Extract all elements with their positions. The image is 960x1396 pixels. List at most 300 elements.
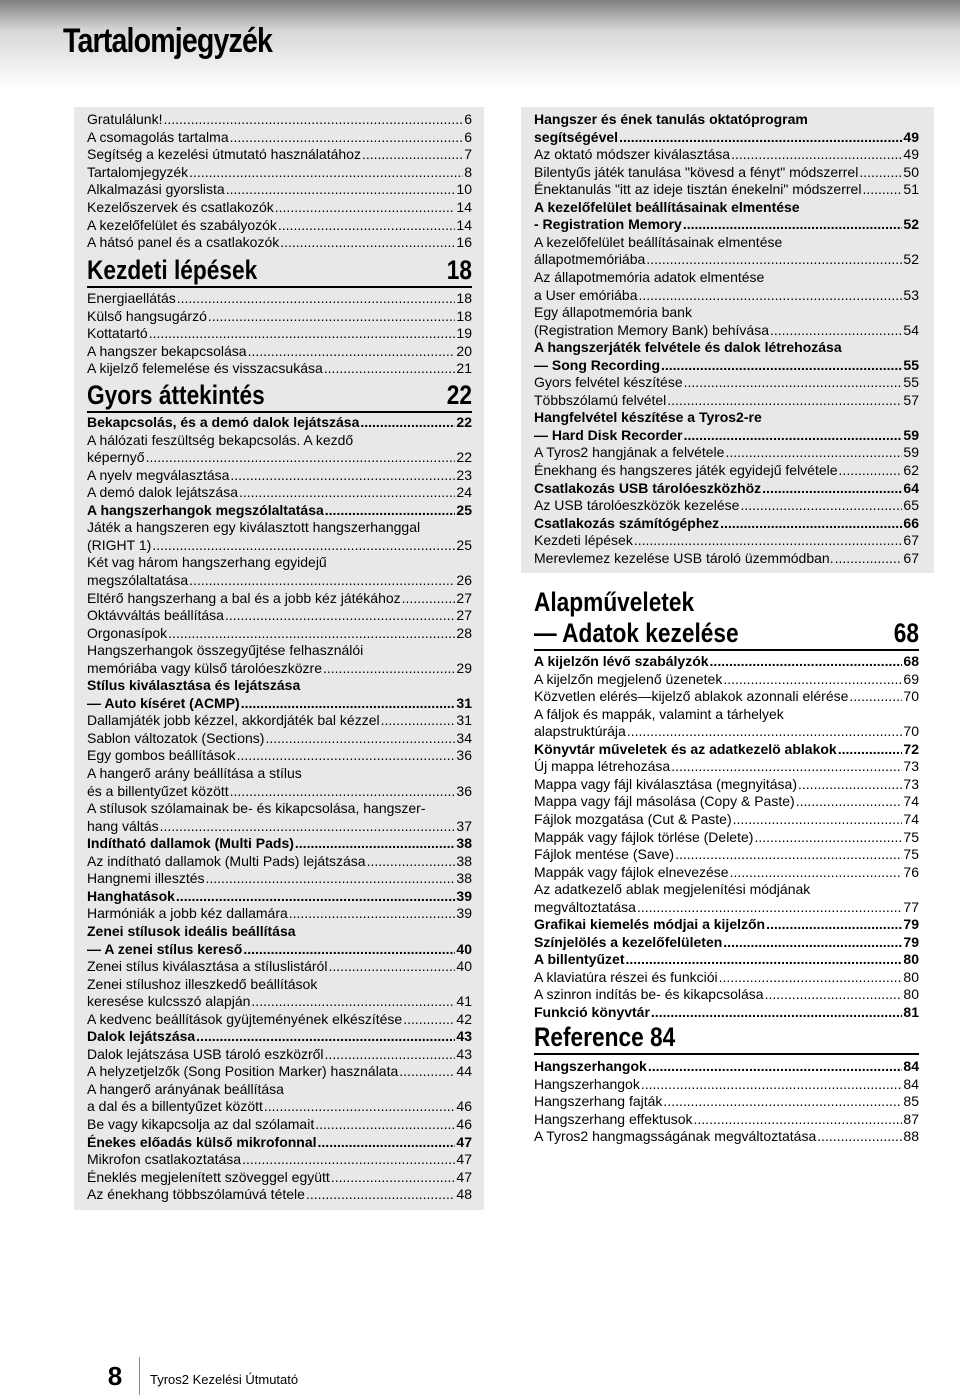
toc-entry-title: Énektanulás "itt az ideje tisztán énekelni" módszerrel bbox=[534, 181, 862, 198]
toc-entry-page: 80 bbox=[903, 951, 919, 968]
section-title: Gyors áttekintés bbox=[87, 380, 265, 410]
toc-entry-title: Az indítható dallamok (Multi Pads) lejátszása bbox=[87, 852, 366, 869]
leader-dots bbox=[762, 480, 902, 497]
toc-entry[interactable] bbox=[534, 251, 919, 268]
toc-entry[interactable] bbox=[87, 1081, 472, 1098]
toc-entry-title: A hálózati feszültség bekapcsolás. A kezdő bbox=[87, 431, 354, 448]
leader-dots bbox=[146, 449, 456, 466]
toc-entry-page: 67 bbox=[903, 549, 919, 566]
leader-dots bbox=[325, 502, 456, 519]
toc-entry-title: Funkció könyvtár bbox=[534, 1004, 650, 1020]
toc-entry-page: 47 bbox=[456, 1133, 472, 1150]
leader-dots bbox=[725, 444, 902, 461]
toc-entry-page: 34 bbox=[456, 729, 472, 746]
toc-entry[interactable] bbox=[534, 304, 919, 321]
toc-entry[interactable] bbox=[87, 111, 472, 128]
leader-dots bbox=[163, 111, 463, 128]
toc-entry-page: 84 bbox=[903, 1058, 919, 1074]
footer-text: Tyros2 Kezelési Útmutató bbox=[150, 1372, 299, 1387]
leader-dots bbox=[243, 941, 455, 958]
toc-entry[interactable] bbox=[534, 234, 919, 251]
leader-dots bbox=[766, 916, 902, 933]
leader-dots bbox=[754, 829, 902, 846]
toc-entry[interactable] bbox=[534, 339, 919, 356]
toc-entry-title: Tartalomjegyzék bbox=[87, 163, 189, 180]
toc-entry-page: 55 bbox=[903, 374, 919, 391]
toc-entry[interactable] bbox=[87, 590, 472, 607]
toc-entry[interactable] bbox=[87, 800, 472, 817]
leader-dots bbox=[315, 1116, 455, 1133]
toc-entry[interactable] bbox=[534, 1076, 919, 1093]
toc-entry[interactable] bbox=[534, 392, 919, 409]
leader-dots bbox=[367, 853, 456, 870]
leader-dots bbox=[740, 497, 902, 514]
leader-dots bbox=[251, 993, 455, 1010]
leader-dots bbox=[835, 550, 903, 567]
toc-entry-page: 39 bbox=[456, 905, 472, 922]
toc-entry[interactable] bbox=[87, 1116, 472, 1133]
toc-entry[interactable] bbox=[534, 723, 919, 740]
toc-entry[interactable] bbox=[87, 1169, 472, 1186]
leader-dots bbox=[694, 1111, 903, 1128]
toc-entry[interactable] bbox=[87, 783, 472, 800]
toc-entry-title: segítségével bbox=[534, 128, 619, 145]
toc-entry-page: 43 bbox=[456, 1028, 472, 1045]
toc-entry[interactable] bbox=[534, 216, 919, 233]
toc-entry-page: 59 bbox=[903, 444, 919, 461]
leader-dots bbox=[634, 532, 903, 549]
toc-entry[interactable] bbox=[534, 776, 919, 793]
toc-entry[interactable] bbox=[534, 1058, 919, 1075]
toc-entry-title: Dalok lejátszása bbox=[87, 1028, 196, 1045]
toc-entry-title: és a billentyűzet között bbox=[87, 782, 229, 799]
toc-entry-title: Csatlakozás USB tárolóeszközhöz bbox=[534, 479, 762, 496]
leader-dots bbox=[720, 515, 902, 532]
leader-dots bbox=[859, 164, 902, 181]
toc-entry-title: Zenei stílusok ideális beállítása bbox=[87, 922, 296, 939]
leader-dots bbox=[651, 1004, 903, 1021]
toc-entry[interactable] bbox=[534, 811, 919, 828]
toc-entry-page: 20 bbox=[456, 342, 472, 359]
toc-entry-title: Énekhang és hangszeres játék egyidejű felvétele bbox=[534, 462, 838, 478]
toc-entry-title: A kijelzőn lévő szabályzók bbox=[534, 653, 709, 669]
toc-entry-title: megváltoztatása bbox=[534, 898, 636, 915]
toc-entry[interactable] bbox=[87, 1186, 472, 1203]
toc-entry-title: Közvetlen elérés—kijelző ablakok azonnali elérése bbox=[534, 688, 849, 705]
toc-entry-page: 41 bbox=[456, 993, 472, 1010]
section-page: 68 bbox=[893, 618, 919, 648]
toc-entry[interactable] bbox=[87, 181, 472, 198]
toc-entry-title: Fájlok mentése (Save) bbox=[534, 846, 675, 863]
leader-dots bbox=[862, 181, 902, 198]
section-rule bbox=[534, 1053, 919, 1055]
toc-entry[interactable] bbox=[87, 712, 472, 729]
toc-entry[interactable] bbox=[534, 916, 919, 933]
toc-entry-title: Mikrofon csatlakoztatása bbox=[87, 1151, 242, 1168]
toc-entry[interactable] bbox=[534, 427, 919, 444]
leader-dots bbox=[684, 374, 903, 391]
toc-entry[interactable] bbox=[87, 537, 472, 554]
toc-entry[interactable] bbox=[534, 951, 919, 968]
toc-entry[interactable] bbox=[534, 969, 919, 986]
leader-dots bbox=[849, 688, 902, 705]
toc-entry[interactable] bbox=[534, 515, 919, 532]
toc-entry-page: 28 bbox=[456, 624, 472, 641]
leader-dots bbox=[719, 969, 903, 986]
toc-entry[interactable] bbox=[534, 1093, 919, 1110]
toc-entry[interactable] bbox=[534, 793, 919, 810]
leader-dots bbox=[838, 741, 903, 758]
toc-entry[interactable] bbox=[534, 480, 919, 497]
toc-entry[interactable] bbox=[87, 1028, 472, 1045]
leader-dots bbox=[177, 290, 456, 307]
leader-dots bbox=[208, 308, 456, 325]
toc-entry[interactable] bbox=[87, 519, 472, 536]
toc-entry[interactable] bbox=[87, 923, 472, 940]
toc-entry[interactable] bbox=[534, 164, 919, 181]
toc-entry-title: A nyelv megválasztása bbox=[87, 466, 230, 483]
toc-entry[interactable] bbox=[87, 870, 472, 887]
toc-entry[interactable] bbox=[87, 502, 472, 519]
toc-entry[interactable] bbox=[534, 462, 919, 479]
page-number: 8 bbox=[91, 1357, 140, 1395]
toc-entry-page: 65 bbox=[903, 497, 919, 514]
toc-entry-page: 26 bbox=[456, 571, 472, 588]
leader-dots bbox=[237, 747, 456, 764]
toc-entry[interactable] bbox=[534, 986, 919, 1003]
toc-entry[interactable] bbox=[87, 554, 472, 571]
toc-entry-title: Dalok lejátszása USB tároló eszközről bbox=[87, 1045, 324, 1062]
leader-dots bbox=[248, 343, 456, 360]
toc-entry-page: 46 bbox=[456, 1116, 472, 1132]
leader-dots bbox=[176, 888, 456, 905]
leader-dots bbox=[627, 723, 903, 740]
leader-dots bbox=[661, 357, 902, 374]
toc-entry-title: A szinron indítás be- és kikapcsolása bbox=[534, 986, 764, 1003]
leader-dots bbox=[360, 414, 455, 431]
leader-dots bbox=[331, 1169, 456, 1186]
leader-dots bbox=[399, 1063, 455, 1080]
toc-entry[interactable] bbox=[534, 846, 919, 863]
leader-dots bbox=[684, 427, 903, 444]
toc-entry[interactable] bbox=[87, 360, 472, 377]
leader-dots bbox=[275, 199, 456, 216]
toc-entry-title: Segítség a kezelési útmutató használatához bbox=[87, 146, 361, 163]
leader-dots bbox=[206, 870, 456, 887]
toc-entry[interactable] bbox=[87, 1063, 472, 1080]
toc-entry-page: 44 bbox=[456, 1063, 472, 1080]
toc-entry-title: Hangszerhang effektusok bbox=[534, 1110, 693, 1127]
toc-entry[interactable] bbox=[534, 550, 919, 567]
toc-entry-title: Egy állapotmemória bank bbox=[534, 304, 692, 321]
toc-entry[interactable] bbox=[87, 607, 472, 624]
toc-entry-title: Mappák vagy fájlok törlése (Delete) bbox=[534, 828, 754, 845]
toc-entry[interactable] bbox=[87, 129, 472, 146]
toc-entry-page: 6 bbox=[464, 128, 472, 145]
page-title: Tartalomjegyzék bbox=[63, 22, 273, 60]
toc-entry-page: 79 bbox=[903, 933, 919, 950]
toc-entry[interactable] bbox=[87, 905, 472, 922]
toc-entry-page: 48 bbox=[456, 1186, 472, 1203]
toc-entry-page: 23 bbox=[456, 466, 472, 483]
toc-entry-title: Egy gombos beállítások bbox=[87, 747, 236, 764]
toc-entry[interactable] bbox=[534, 322, 919, 339]
toc-entry-page: 6 bbox=[464, 111, 472, 127]
toc-entry[interactable] bbox=[87, 343, 472, 360]
toc-entry[interactable] bbox=[87, 853, 472, 870]
leader-dots bbox=[770, 322, 902, 339]
toc-entry[interactable] bbox=[534, 146, 919, 163]
toc-entry-page: 57 bbox=[903, 391, 919, 408]
leader-dots bbox=[189, 572, 455, 589]
leader-dots bbox=[239, 484, 455, 501]
toc-entry-title: a dal és a billentyűzet között bbox=[87, 1098, 263, 1115]
toc-entry[interactable] bbox=[87, 958, 472, 975]
leader-dots bbox=[160, 818, 456, 835]
toc-entry-title: Hangszerhangok összegyűjtése felhasználói bbox=[87, 642, 364, 659]
leader-dots bbox=[710, 653, 903, 670]
toc-entry-title: hang váltás bbox=[87, 817, 159, 834]
toc-entry[interactable] bbox=[87, 234, 472, 251]
toc-entry-title: Sablon változatok (Sections) bbox=[87, 729, 265, 746]
toc-entry-page: 24 bbox=[456, 484, 472, 501]
leader-dots bbox=[723, 934, 902, 951]
toc-entry-page: 14 bbox=[456, 216, 472, 233]
toc-entry[interactable] bbox=[87, 484, 472, 501]
section-adatok-kezelese[interactable] bbox=[534, 618, 919, 649]
toc-entry[interactable] bbox=[534, 497, 919, 514]
toc-entry-page: 27 bbox=[456, 589, 472, 606]
section-kezdeti-lepesek[interactable] bbox=[87, 255, 472, 286]
toc-entry[interactable] bbox=[87, 572, 472, 589]
toc-entry[interactable] bbox=[534, 111, 919, 128]
toc-entry[interactable] bbox=[87, 625, 472, 642]
leader-dots bbox=[723, 671, 902, 688]
toc-entry[interactable] bbox=[87, 146, 472, 163]
toc-entry[interactable] bbox=[534, 1004, 919, 1021]
toc-entry-page: 14 bbox=[456, 199, 472, 215]
toc-entry-page: 27 bbox=[456, 607, 472, 624]
toc-entry[interactable] bbox=[534, 1128, 919, 1145]
leader-dots bbox=[225, 607, 455, 624]
toc-entry-title: Külső hangsugárzó bbox=[87, 307, 207, 324]
toc-entry[interactable] bbox=[87, 325, 472, 342]
toc-entry-title: Gratulálunk! bbox=[87, 111, 163, 127]
leader-dots bbox=[626, 951, 903, 968]
toc-entry[interactable] bbox=[87, 1011, 472, 1028]
toc-entry[interactable] bbox=[87, 1151, 472, 1168]
toc-entry[interactable] bbox=[534, 444, 919, 461]
toc-entry[interactable] bbox=[87, 747, 472, 764]
toc-entry-page: 49 bbox=[903, 128, 919, 145]
toc-entry-title: Harmóniák a jobb kéz dallamára bbox=[87, 905, 288, 922]
toc-entry-title: Oktávváltás beállítása bbox=[87, 607, 224, 624]
leader-dots bbox=[280, 234, 455, 251]
toc-entry-title: A Tyros2 hangmagsságának megváltoztatása bbox=[534, 1128, 817, 1145]
leader-dots bbox=[226, 181, 456, 198]
leader-dots bbox=[731, 146, 902, 163]
toc-entry-page: 39 bbox=[456, 887, 472, 904]
toc-entry[interactable] bbox=[534, 829, 919, 846]
toc-entry-page: 87 bbox=[903, 1110, 919, 1127]
toc-entry[interactable] bbox=[87, 290, 472, 307]
toc-entry-page: 40 bbox=[456, 940, 472, 957]
leader-dots bbox=[798, 776, 902, 793]
toc-entry-title: Kezelőszervek és csatlakozók bbox=[87, 199, 274, 215]
toc-entry-title: — Song Recording bbox=[534, 356, 660, 373]
toc-entry-title: - Registration Memory bbox=[534, 216, 682, 233]
toc-entry-title: Éneklés megjelenített szöveggel együtt bbox=[87, 1168, 330, 1185]
leader-dots bbox=[663, 1093, 902, 1110]
toc-entry[interactable] bbox=[534, 181, 919, 198]
leader-dots bbox=[675, 846, 902, 863]
toc-entry-title: A csomagolás tartalma bbox=[87, 128, 229, 145]
toc-entry-page: 36 bbox=[456, 782, 472, 799]
toc-entry-title: A kezelőfelület és szabályozók bbox=[87, 216, 277, 233]
toc-entry[interactable] bbox=[87, 467, 472, 484]
toc-entry-page: 74 bbox=[903, 810, 919, 827]
toc-entry[interactable] bbox=[87, 695, 472, 712]
leader-dots bbox=[264, 1098, 456, 1115]
toc-entry[interactable] bbox=[534, 758, 919, 775]
toc-entry-page: 74 bbox=[903, 793, 919, 810]
toc-entry[interactable] bbox=[534, 287, 919, 304]
section-alapmuveletek[interactable] bbox=[534, 587, 919, 618]
toc-entry-title: memóriába vagy külső tárolóeszközre bbox=[87, 659, 322, 676]
toc-entry[interactable] bbox=[534, 899, 919, 916]
toc-entry[interactable] bbox=[534, 409, 919, 426]
toc-entry[interactable] bbox=[87, 765, 472, 782]
toc-entry[interactable] bbox=[87, 217, 472, 234]
toc-entry[interactable] bbox=[87, 941, 472, 958]
toc-entry[interactable] bbox=[534, 129, 919, 146]
toc-entry[interactable] bbox=[534, 374, 919, 391]
leader-dots bbox=[328, 958, 455, 975]
toc-entry[interactable] bbox=[534, 653, 919, 670]
toc-entry[interactable] bbox=[87, 677, 472, 694]
toc-entry[interactable] bbox=[87, 164, 472, 181]
toc-entry-page: 62 bbox=[903, 462, 919, 478]
toc-entry-page: 84 bbox=[903, 1075, 919, 1092]
toc-entry-page: 88 bbox=[903, 1128, 919, 1145]
toc-entry[interactable] bbox=[87, 642, 472, 659]
toc-entry[interactable] bbox=[534, 269, 919, 286]
leader-dots bbox=[733, 811, 903, 828]
leader-dots bbox=[152, 537, 455, 554]
section-page: 18 bbox=[446, 255, 472, 285]
toc-entry-title: Két vag három hangszerhang egyidejű bbox=[87, 554, 327, 571]
toc-entry-page: 16 bbox=[456, 234, 472, 251]
leader-dots bbox=[817, 1128, 902, 1145]
section-gyors-attekintes[interactable] bbox=[87, 380, 472, 411]
toc-entry-page: 31 bbox=[456, 694, 472, 711]
toc-entry[interactable] bbox=[534, 864, 919, 881]
toc-entry-title: Az oktató módszer kiválasztása bbox=[534, 146, 731, 163]
toc-entry-title: állapotmemóriába bbox=[534, 251, 646, 268]
toc-entry[interactable] bbox=[534, 357, 919, 374]
toc-entry[interactable] bbox=[87, 1098, 472, 1115]
toc-entry[interactable] bbox=[534, 881, 919, 898]
toc-entry[interactable] bbox=[87, 818, 472, 835]
leader-dots bbox=[241, 695, 456, 712]
toc-entry-title: Hangszerhangok bbox=[534, 1075, 640, 1092]
toc-entry-title: A hátsó panel és a csatlakozók bbox=[87, 234, 280, 251]
toc-entry[interactable] bbox=[87, 414, 472, 431]
toc-entry[interactable] bbox=[87, 888, 472, 905]
toc-entry[interactable] bbox=[87, 449, 472, 466]
toc-entry-page: 80 bbox=[903, 968, 919, 985]
toc-entry-page: 80 bbox=[903, 986, 919, 1003]
leader-dots bbox=[189, 164, 463, 181]
toc-entry-title: A helyzetjelzők (Song Position Marker) használata bbox=[87, 1063, 399, 1080]
leader-dots bbox=[730, 864, 903, 881]
section-reference[interactable] bbox=[534, 1022, 919, 1053]
toc-entry-page: 68 bbox=[903, 653, 919, 669]
toc-entry[interactable] bbox=[534, 199, 919, 216]
toc-entry-title: A hangerő arányának beállítása bbox=[87, 1080, 284, 1097]
toc-entry[interactable] bbox=[87, 199, 472, 216]
leader-dots bbox=[648, 1058, 903, 1075]
toc-entry-title: Bilentyűs játék tanulása "kövesd a fényt" módszerrel bbox=[534, 163, 859, 180]
toc-entry[interactable] bbox=[534, 532, 919, 549]
section-page: 22 bbox=[446, 380, 472, 410]
toc-entry-title: Mappa vagy fájl kiválasztása (megnyitása) bbox=[534, 775, 798, 792]
toc-entry-title: Stílus kiválasztása és lejátszása bbox=[87, 677, 301, 694]
toc-entry-page: 49 bbox=[903, 146, 919, 163]
leader-dots bbox=[230, 129, 464, 146]
toc-entry-title: — Hard Disk Recorder bbox=[534, 426, 683, 443]
toc-entry[interactable] bbox=[87, 730, 472, 747]
toc-entry[interactable] bbox=[87, 976, 472, 993]
toc-entry[interactable] bbox=[534, 1111, 919, 1128]
toc-entry[interactable] bbox=[534, 688, 919, 705]
toc-entry-title: Az állapotmemória adatok elmentése bbox=[534, 268, 765, 285]
toc-entry-page: 66 bbox=[903, 514, 919, 531]
toc-entry-title: Kottatartó bbox=[87, 325, 148, 342]
toc-entry[interactable] bbox=[534, 671, 919, 688]
toc-entry-page: 75 bbox=[903, 846, 919, 863]
toc-entry[interactable] bbox=[87, 660, 472, 677]
toc-entry-page: 52 bbox=[903, 251, 919, 268]
toc-entry-title: Kezdeti lépések bbox=[534, 532, 633, 549]
toc-entry-page: 25 bbox=[456, 536, 472, 553]
toc-entry[interactable] bbox=[87, 308, 472, 325]
toc-entry-page: 29 bbox=[456, 659, 472, 676]
toc-entry-title: Könyvtár műveletek és az adatkezelö ablakok bbox=[534, 740, 837, 757]
toc-entry[interactable] bbox=[87, 1134, 472, 1151]
toc-entry-title: A Tyros2 hangjának a felvétele bbox=[534, 444, 725, 461]
toc-entry[interactable] bbox=[534, 706, 919, 723]
toc-entry-page: 50 bbox=[903, 163, 919, 180]
toc-entry[interactable] bbox=[87, 1046, 472, 1063]
toc-entry-page: 72 bbox=[903, 740, 919, 757]
toc-entry[interactable] bbox=[534, 934, 919, 951]
leader-dots bbox=[242, 1151, 455, 1168]
toc-entry-title: Csatlakozás számítógéphez bbox=[534, 514, 720, 531]
toc-entry-page: 36 bbox=[456, 747, 472, 764]
toc-entry[interactable] bbox=[87, 835, 472, 852]
leader-dots bbox=[765, 986, 903, 1003]
toc-entry-page: 25 bbox=[456, 501, 472, 518]
toc-entry-title: Többszólamú felvétel bbox=[534, 391, 667, 408]
toc-entry-page: 53 bbox=[903, 286, 919, 303]
toc-entry-page: 55 bbox=[903, 356, 919, 373]
toc-entry[interactable] bbox=[87, 993, 472, 1010]
toc-entry[interactable] bbox=[87, 432, 472, 449]
leader-dots bbox=[639, 287, 903, 304]
toc-entry-title: — A zenei stílus kereső bbox=[87, 940, 243, 957]
toc-entry[interactable] bbox=[534, 741, 919, 758]
